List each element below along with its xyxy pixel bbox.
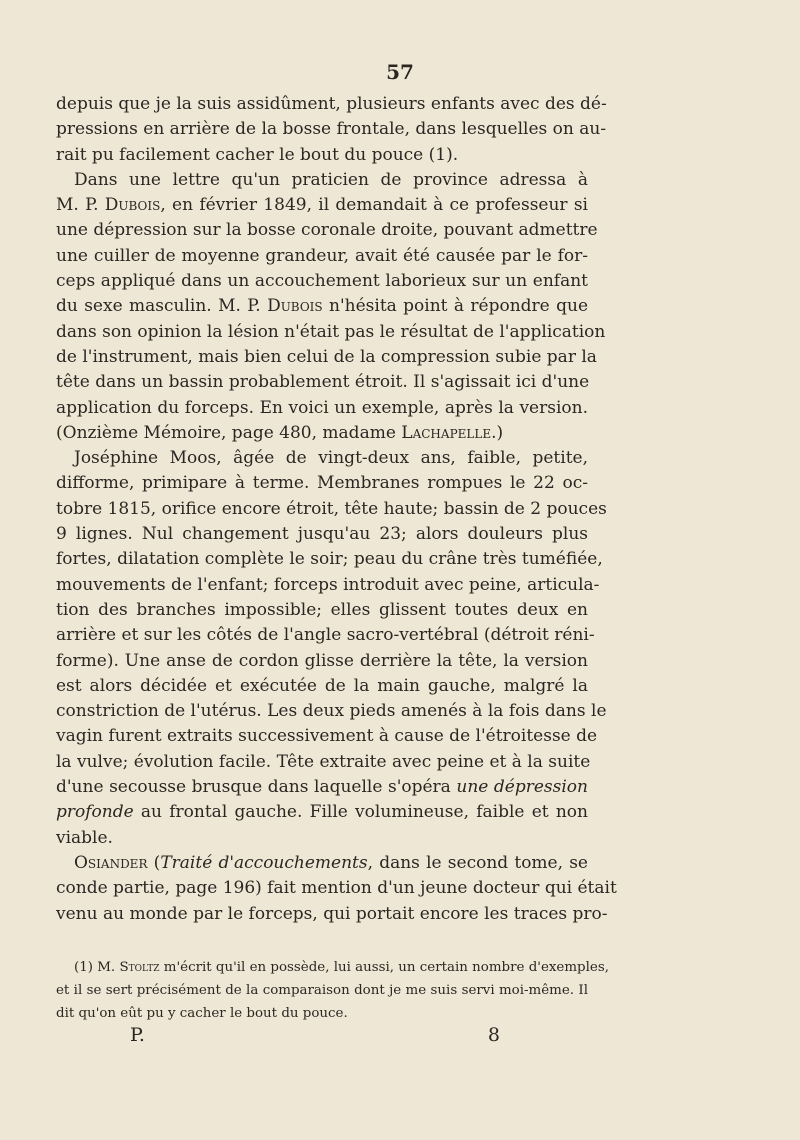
main-text [56,92,617,927]
text-run: d'une secousse brusque dans laquelle s'opéra [56,777,457,798]
text-line: forme). Une anse de cordon glisse derrière la tête, la version [56,650,588,671]
text-line: dans son opinion la lésion n'était pas le résultat de l'application [56,321,606,342]
text-line: viable. [56,827,113,848]
emphasis: profonde [56,802,134,823]
text-line: Dans une lettre qu'un praticien de province adressa à [74,169,588,190]
author-name: Stoltz [119,960,160,975]
text-line: venu au monde par le forceps, qui portait encore les traces pro- [56,903,608,924]
text-line: tête dans un bassin probablement étroit. Il s'agissait ici d'une [56,372,590,393]
footnote-line [56,956,609,979]
text-line: ceps appliqué dans un accouchement laborieux sur un enfant [56,271,588,292]
text-line: rait pu facilement cacher le bout du pouce (1). [56,144,459,165]
text-line [56,800,588,825]
text-line: de l'instrument, mais bien celui de la compression subie par la [56,346,597,367]
text-line [56,193,588,218]
text-line: tion des branches impossible; elles glissent toutes deux en [56,599,588,620]
text-line: difforme, primipare à terme. Membranes rompues le 22 oc- [56,473,588,494]
text-line: tobre 1815, orifice encore étroit, tête haute; bassin de 2 pouces [56,498,607,519]
text-line: une cuiller de moyenne grandeur, avait été causée par le for- [56,245,588,266]
text-line [56,851,588,876]
text-line: conde partie, page 196) fait mention d'un jeune docteur qui était [56,878,617,899]
author-name: Dubois [104,195,161,216]
text-line [56,775,588,800]
text-line: 9 lignes. Nul changement jusqu'au 23; alors douleurs plus [56,524,588,545]
text-run: .) [491,422,504,443]
author-name: Lachapelle [401,422,492,443]
footnote-line: dit qu'on eût pu y cacher le bout du pouce. [56,1006,348,1021]
text-line [56,294,588,319]
text-line: fortes, dilatation complète le soir; peau du crâne très tuméfiée, [56,549,603,570]
emphasis: une dépression [456,777,588,798]
text-run: du sexe masculin. M. P. [56,296,268,317]
text-line: Joséphine Moos, âgée de vingt-deux ans, faible, petite, [74,448,588,469]
text-run: n'hésita point à répondre que [322,296,589,317]
text-run: m'écrit qu'il en possède, lui aussi, un certain nombre d'exemples, [159,960,609,975]
footnotes [56,956,609,1025]
text-run: ( [147,852,161,873]
text-line: constriction de l'utérus. Les deux pieds amenés à la fois dans le [56,701,607,722]
text-run: M. P. [56,195,105,216]
emphasis: Traité d'accouchements [160,852,368,873]
text-line: depuis que je la suis assidûment, plusieurs enfants avec des dé- [56,94,607,114]
text-run: au frontal gauche. Fille volumineuse, faible et non [133,802,588,823]
text-line: une dépression sur la bosse coronale droite, pouvant admettre [56,220,598,241]
author-name: Dubois [267,296,323,317]
text-line: vagin furent extraits successivement à cause de l'étroitesse de [56,726,598,747]
footnote-line: et il se sert précisément de la comparaison dont je me suis servi moi-même. Il [56,983,588,998]
text-run: (1) M. [74,960,120,975]
text-line: arrière et sur les côtés de l'angle sacro-vertébral (détroit réni- [56,625,595,646]
signature-letter: P. [130,1024,145,1046]
text-line: est alors décidée et exécutée de la main gauche, malgré la [56,675,588,696]
text-run: (Onzième Mémoire, page 480, madame [56,422,402,443]
text-line: pressions en arrière de la bosse frontale, dans lesquelles on au- [56,119,607,140]
page-number: 57 [386,60,414,84]
signature-mark [130,1024,500,1046]
text-line: mouvements de l'enfant; forceps introduit avec peine, articula- [56,574,600,595]
author-name: Osiander [74,852,148,873]
text-line: la vulve; évolution facile. Tête extraite avec peine et à la suite [56,751,591,772]
text-run: , dans le second tome, se [367,852,588,873]
text-run: , en février 1849, il demandait à ce professeur si [160,195,588,216]
text-line: application du forceps. En voici un exemple, après la version. [56,397,588,418]
text-line [56,421,588,446]
signature-number: 8 [487,1024,500,1046]
